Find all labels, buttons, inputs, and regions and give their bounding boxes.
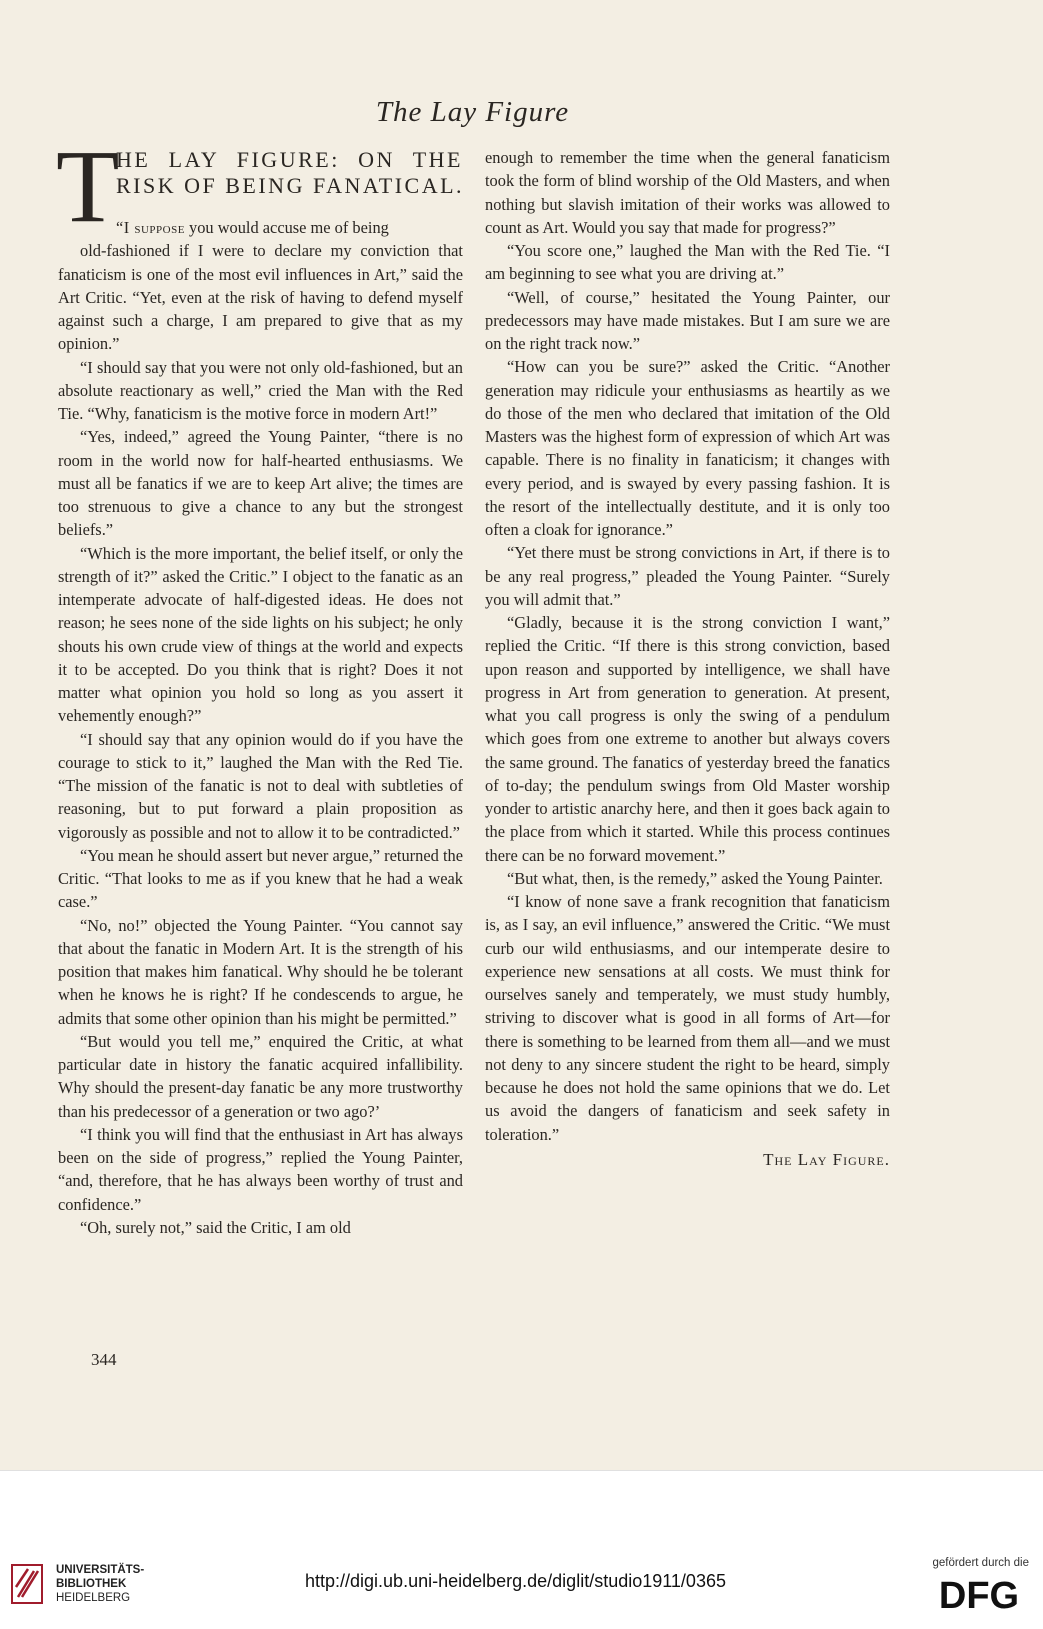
first-paragraph-line (116, 216, 463, 239)
library-line-3: HEIDELBERG (56, 1592, 131, 1604)
paragraph: “I should say that you were not only old-fashioned, but an absolute reactionary as well,” cried the Man with the Red Tie. “Why, fanaticism is the motive force in modern Art!” (58, 357, 463, 423)
lead-in: “I suppose (116, 218, 185, 237)
paragraph: “Gladly, because it is the strong conviction I want,” replied the Critic. “If there is this strong conviction, based upon reason and supported by intelligence, we shall have progress in Art from generation to generation. At present, what you call progress is only the swing of a pendulum which goes from one extreme to another but always covers the same ground. The fanatics of yesterday breed the fanatics of to-day; the pendulum swings from Old Master worship yonder to artistic anarchy here, and then it goes back again to the place from which it started. While this process continues there can be no forward movement.” (485, 613, 890, 865)
library-logo-icon (10, 1563, 44, 1605)
paragraph: “I think you will find that the enthusiast in Art has always been on the side of progress,” replied the Young Painter, “and, therefore, that he has always been worthy of trust and confidence.” (58, 1124, 463, 1214)
title-line-1: HE LAY FIGURE: ON THE (116, 147, 463, 172)
library-name (56, 1563, 144, 1605)
running-head: The Lay Figure (375, 96, 570, 128)
library-line-2: BIBLIOTHEK (56, 1578, 127, 1590)
library-line-1: UNIVERSITÄTS- (56, 1564, 145, 1576)
paragraph: “How can you be sure?” asked the Critic. “Another generation may ridicule your enthusiasms as heartily as we do those of the men who declared that imitation of the Old Masters was the highest form of expression of which Art was capable. There is no finality in fanaticism; it changes with every period, and is swayed by every passing fashion. It is the resort of the intellectually destitute, and it is only too often a cloak for ignorance.” (485, 357, 890, 539)
left-column (56, 129, 465, 1239)
paragraph: “I know of none save a frank recognition that fanaticism is, as I say, an evil influence,” answered the Critic. “We must curb our wild enthusiasms, and our intemperate desire to experience new sensations at all costs. We must think for ourselves sanely and temperately, we must study humbly, striving to discover what is good in all forms of Art—for there is something to be learned from them all—and we must not deny to any sincere student the right to be heard, simply because he does not hold the same opinions that we do. Let us avoid the dangers of fanaticism and seek safety in toleration.” (485, 892, 890, 1144)
signature: The Lay Figure. (763, 1149, 890, 1169)
funded-by-label: gefördert durch die (932, 1557, 1029, 1569)
page-number: 344 (91, 1350, 117, 1369)
paragraph: “Which is the more important, the belief itself, or only the strength of it?” asked the Critic.” I object to the fanatic as an intemperate advocate of half-digested ideas. He does not reason; he sees none of the side lights on his subject; he only shouts his own crude view of things at the world and expects it to be accepted. Do you think that is right? Does it not matter what opinion you hold so long as you assert it vehemently enough?” (58, 543, 463, 726)
source-url-link[interactable]: http://digi.ub.uni-heidelberg.de/diglit/studio1911/0365 (305, 1571, 726, 1591)
right-column (485, 146, 890, 1171)
paragraph: “But would you tell me,” enquired the Critic, at what particular date in history the fanatic acquired infallibility. Why should the present-day fanatic be any more trustworthy than his predecessor of a generation or two ago?’ (58, 1031, 463, 1121)
dfg-logo-text: DFG (938, 1575, 1020, 1613)
paragraph: “I should say that any opinion would do if you have the courage to stick to it,” laughed the Man with the Red Tie. “The mission of the fanatic is not to deal with subtleties of reasoning, but to put forward a plain proposition as vigorously as possible and not to allow it to be contradicted.” (58, 729, 463, 842)
paragraph: “No, no!” objected the Young Painter. “You cannot say that about the fanatic in Modern Art. It is the strength of his position that makes him fanatical. Why should he be tolerant when he knows he is right? If he condescends to argue, he admits that some other opinion than his might be permitted.” (58, 915, 463, 1028)
paragraph: “But what, then, is the remedy,” asked the Young Painter. (507, 868, 883, 888)
paragraph: “Well, of course,” hesitated the Young Painter, our predecessors may have made mistakes. But I am sure we are on the right track now.” (485, 287, 890, 353)
paragraph: “You mean he should assert but never argue,” returned the Critic. “That looks to me as if you knew that he had a weak case.” (58, 845, 463, 912)
paragraph-continuation: enough to remember the time when the general fanaticism took the form of blind worship of the Old Masters, and when nothing but slavish imitation of their works was allowed to count as Art. Would you say that made for progress?” (485, 148, 890, 237)
paragraph: “Yet there must be strong convictions in Art, if there is to be any real progress,” pleaded the Young Painter. “Surely you will admit that.” (485, 543, 890, 609)
paragraph: “Yes, indeed,” agreed the Young Painter, “there is no room in the world now for half-hearted enthusiasms. We must all be fanatics if we are to keep Art alive; the times are too strenuous to give a chance to any but the strongest beliefs.” (58, 427, 463, 540)
footer-bar (0, 1470, 1043, 1629)
title-line-2: RISK OF BEING FANATICAL. (116, 173, 465, 198)
first-paragraph-body: old-fashioned if I were to declare my conviction that fanaticism is one of the most evil influences in Art,” said the Art Critic. “Yet, even at the risk of having to defend myself against such a charge, I am prepared to give that as my opinion.” (58, 241, 463, 354)
dfg-logo-icon (929, 1575, 1029, 1613)
lead-in-rest: you would accuse me of being (184, 218, 389, 237)
paragraph: “Oh, surely not,” said the Critic, I am old (80, 1217, 351, 1237)
drop-cap: T (56, 129, 120, 244)
paragraph: “You score one,” laughed the Man with the Red Tie. “I am beginning to see what you are driving at.” (485, 241, 890, 284)
